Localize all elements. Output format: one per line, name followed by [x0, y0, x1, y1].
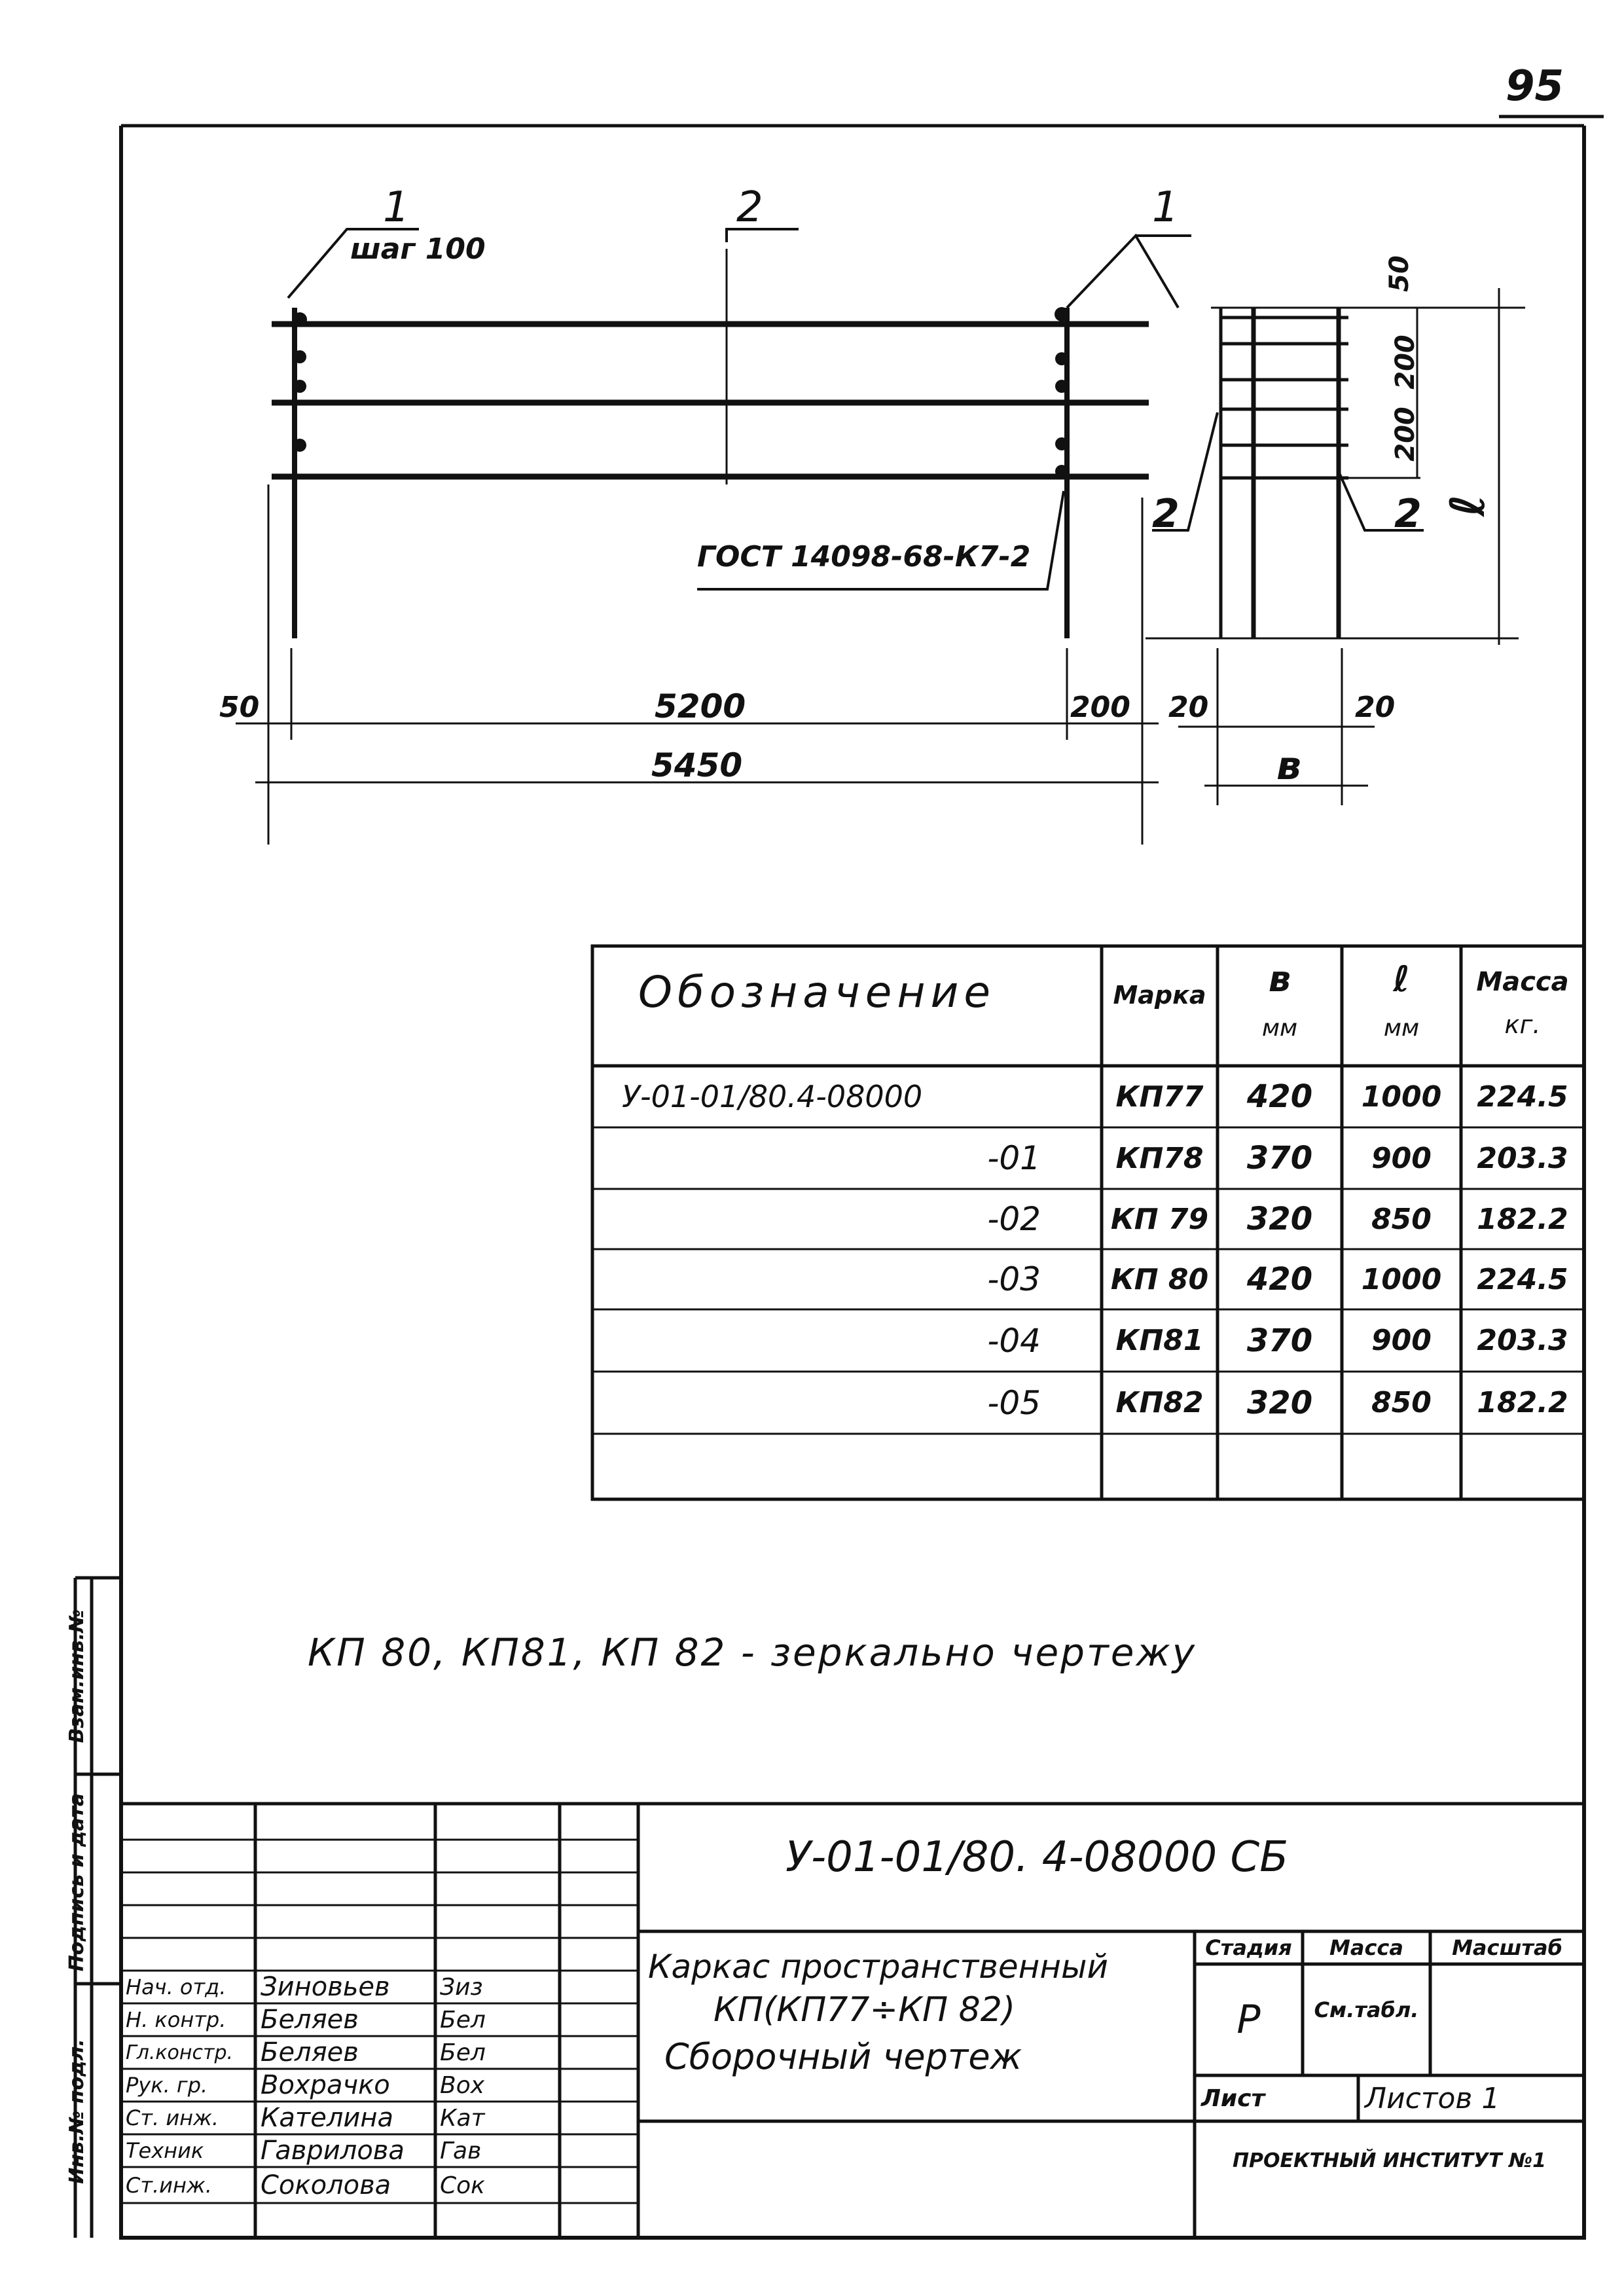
sheet-label: Лист	[1201, 2085, 1265, 2112]
page-number: 95	[1506, 62, 1564, 111]
table-cell-mark: КП78	[1115, 1141, 1204, 1175]
table-cell-designation: -03	[987, 1260, 1041, 1298]
signature: Бел	[440, 2006, 486, 2033]
signer-name: Беляев	[261, 2005, 359, 2035]
dim-5200: 5200	[655, 687, 746, 725]
table-cell-b: 420	[1246, 1078, 1313, 1115]
header-b-unit: мм	[1261, 1014, 1298, 1042]
header-designation: Обозначение	[638, 966, 996, 1017]
dim-5450: 5450	[651, 746, 743, 784]
table-cell-b: 370	[1246, 1140, 1313, 1176]
header-mass-unit: кг.	[1504, 1010, 1541, 1039]
title-line-3: Сборочный чертеж	[664, 2036, 1022, 2077]
signer-name: Гаврилова	[261, 2136, 405, 2166]
signer-name: Кателина	[261, 2103, 394, 2133]
table-cell-mass: 182.2	[1477, 1386, 1568, 1419]
table-cell-designation: -02	[987, 1200, 1041, 1238]
table-cell-mass: 203.3	[1477, 1324, 1568, 1357]
dim-50-top: 50	[1384, 255, 1415, 292]
title-line-2: КП(КП77÷КП 82)	[713, 1990, 1016, 2030]
leader-label-2-left: 2	[1152, 491, 1180, 537]
table-cell-l: 1000	[1361, 1080, 1442, 1114]
table-cell-mark: КП82	[1115, 1386, 1204, 1419]
stage-label: Стадия	[1205, 1935, 1292, 1960]
table-cell-mark	[1102, 1434, 1218, 1499]
table-cell-mass: 224.5	[1477, 1080, 1568, 1114]
sheets-label: Листов 1	[1365, 2081, 1500, 2115]
table-cell-b: 370	[1246, 1322, 1313, 1359]
dim-200-bottom: 200	[1070, 691, 1130, 724]
header-l: ℓ	[1393, 958, 1410, 1000]
signature: Вох	[440, 2071, 485, 2099]
scale-label: Масштаб	[1452, 1935, 1562, 1960]
side-stamp-podpis-data: Подпись и дата	[65, 1793, 88, 1972]
table-cell-mass: 182.2	[1477, 1202, 1568, 1236]
table-cell-l: 900	[1371, 1324, 1432, 1357]
table-cell-mass: 224.5	[1477, 1262, 1568, 1296]
mass-value: См.табл.	[1314, 1997, 1419, 2022]
table-cell-designation: -01	[987, 1139, 1041, 1177]
signer-name: Зиновьев	[261, 1972, 390, 2002]
table-cell-mass: 203.3	[1477, 1141, 1568, 1175]
signer-role: Нач. отд.	[126, 1975, 226, 1999]
title-line-1: Каркас пространственный	[648, 1948, 1109, 1986]
table-cell-mark: КП77	[1115, 1080, 1204, 1114]
signature: Сок	[440, 2172, 485, 2199]
mirror-note: КП 80, КП81, КП 82 - зеркально чертежу	[308, 1630, 1197, 1675]
dim-20-left: 20	[1168, 691, 1209, 724]
table-cell-l: 900	[1371, 1141, 1432, 1175]
table-cell-b	[1218, 1434, 1342, 1499]
signature: Бел	[440, 2039, 486, 2066]
signer-role: Рук. гр.	[126, 2073, 208, 2098]
signer-role: Техник	[126, 2138, 204, 2163]
header-b: в	[1268, 958, 1291, 1000]
table-cell-l: 850	[1371, 1202, 1432, 1236]
signer-role: Ст. инж.	[126, 2105, 219, 2130]
table-cell-mass	[1461, 1434, 1584, 1499]
gost-note: ГОСТ 14098-68-К7-2	[697, 540, 1031, 574]
table-cell-l	[1342, 1434, 1461, 1499]
dim-l: ℓ	[1439, 494, 1495, 517]
dim-b: в	[1276, 743, 1301, 789]
signature: Кат	[440, 2104, 485, 2132]
table-cell-mark: КП 79	[1110, 1202, 1209, 1236]
table-cell-l: 850	[1371, 1386, 1432, 1419]
signer-name: Беляев	[261, 2037, 359, 2068]
signer-role: Ст.инж.	[126, 2173, 212, 2198]
header-mark: Марка	[1113, 981, 1206, 1010]
leader-label-2-mid: 2	[736, 183, 763, 232]
side-stamp-inv-podl: Инв.№ подл.	[65, 2039, 88, 2184]
dim-200-b: 200	[1390, 407, 1420, 462]
signer-name: Соколова	[261, 2170, 391, 2200]
table-cell-designation: -04	[987, 1321, 1041, 1360]
table-cell-b: 320	[1246, 1384, 1313, 1421]
signature: Гав	[440, 2137, 482, 2164]
dim-200-a: 200	[1390, 335, 1420, 390]
signature: Зиз	[440, 1973, 483, 2001]
table-cell-mark: КП81	[1115, 1324, 1204, 1357]
table-cell-b: 420	[1246, 1261, 1313, 1298]
table-cell-mark: КП 80	[1110, 1262, 1209, 1296]
side-stamp-vzam-inv: Взам.инв.№	[65, 1609, 88, 1743]
signer-role: Гл.констр.	[126, 2041, 234, 2064]
doc-code: У-01-01/80. 4-08000 СБ	[785, 1833, 1289, 1882]
signer-role: Н. контр.	[126, 2007, 226, 2032]
organization: ПРОЕКТНЫЙ ИНСТИТУТ №1	[1232, 2149, 1547, 2172]
table-cell-designation: У-01-01/80.4-08000	[622, 1079, 923, 1114]
dim-50-left: 50	[219, 691, 260, 724]
table-cell-designation: -05	[987, 1383, 1041, 1422]
step-label: шаг 100	[350, 232, 486, 266]
signer-name: Вохрачко	[261, 2070, 390, 2100]
table-cell-l: 1000	[1361, 1262, 1442, 1296]
table-cell-designation	[622, 1434, 1041, 1499]
table-cell-b: 320	[1246, 1201, 1313, 1237]
mass-label: Масса	[1329, 1935, 1403, 1960]
leader-label-2-right: 2	[1394, 491, 1422, 537]
leader-label-1-left: 1	[383, 183, 410, 232]
stage-value: Р	[1236, 1997, 1261, 2043]
header-mass: Масса	[1476, 967, 1569, 997]
header-l-unit: мм	[1383, 1014, 1420, 1042]
leader-label-1-right: 1	[1152, 183, 1179, 232]
dim-20-right: 20	[1355, 691, 1396, 724]
